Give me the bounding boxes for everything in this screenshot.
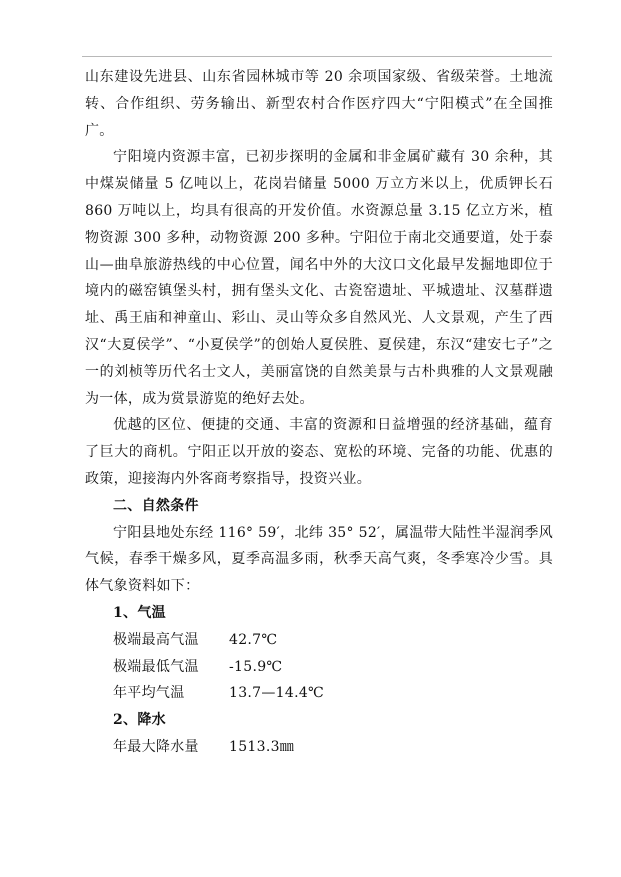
- climate-paragraph: 宁阳县地处东经 116° 59′，北纬 35° 52′，属温带大陆性半湿润季风气候，春季干燥多风，夏季高温多雨，秋季天高气爽，冬季寒冷少雪。具体气象资料如下：: [85, 524, 553, 595]
- temperature-label: 极端最低气温: [113, 658, 199, 675]
- temperature-heading: 1、气温: [113, 604, 166, 621]
- temperature-value: 42.7℃: [229, 631, 278, 648]
- resources-paragraph: 宁阳境内资源丰富，已初步探明的金属和非金属矿藏有 30 余种，其中煤炭储量 5 亿吨以上，花岗岩储量 5000 万立方米以上，优质钾长石 860 万吨以上，均具有很高的开发价值。水资源总量 3.15 亿立方米，植物资源 300 多种，动物资源 200 多种。宁阳位于南北交通要道，处于泰山—曲阜旅游热线的中心位置，闻名中外的大汶口文化最早发掘地即位于境内的磁窑镇堡头村，拥有堡头文化、古瓷窑遗址、平城遗址、汉墓群遗址、禹王庙和神童山、彩山、灵山等众多自然风光、人文景观，产生了西汉“大夏侯学”、“小夏侯学”的创始人夏侯胜、夏侯建，东汉“建安七子”之一的刘桢等历代名士文人，美丽富饶的自然美景与古朴典雅的人文景观融为一体，成为赏景游览的绝好去处。: [85, 149, 553, 407]
- temperature-value: 13.7—14.4℃: [229, 685, 325, 702]
- precipitation-value: 1513.3㎜: [229, 738, 295, 755]
- precipitation-heading: 2、降水: [113, 712, 166, 729]
- temperature-value: -15.9℃: [229, 658, 283, 675]
- advantages-paragraph: 优越的区位、便捷的交通、丰富的资源和日益增强的经济基础，蕴育了巨大的商机。宁阳正以开放的姿态、宽松的环境、完备的功能、优惠的政策，迎接海内外客商考察指导，投资兴业。: [85, 417, 553, 487]
- temperature-label: 极端最高气温: [113, 631, 199, 648]
- intro-continuation-paragraph: 山东建设先进县、山东省园林城市等 20 余项国家级、省级荣誉。土地流转、合作组织、劳务输出、新型农村合作医疗四大“宁阳模式”在全国推广。: [85, 69, 553, 139]
- temperature-row: [85, 627, 553, 654]
- document-body: [85, 64, 553, 761]
- header-rule: [82, 56, 552, 57]
- temperature-row: [85, 680, 553, 707]
- precipitation-row: [85, 734, 553, 761]
- temperature-label: 年平均气温: [113, 685, 185, 702]
- precipitation-label: 年最大降水量: [113, 738, 199, 755]
- temperature-row: [85, 654, 553, 681]
- section-natural-conditions-heading: 二、自然条件: [113, 497, 199, 514]
